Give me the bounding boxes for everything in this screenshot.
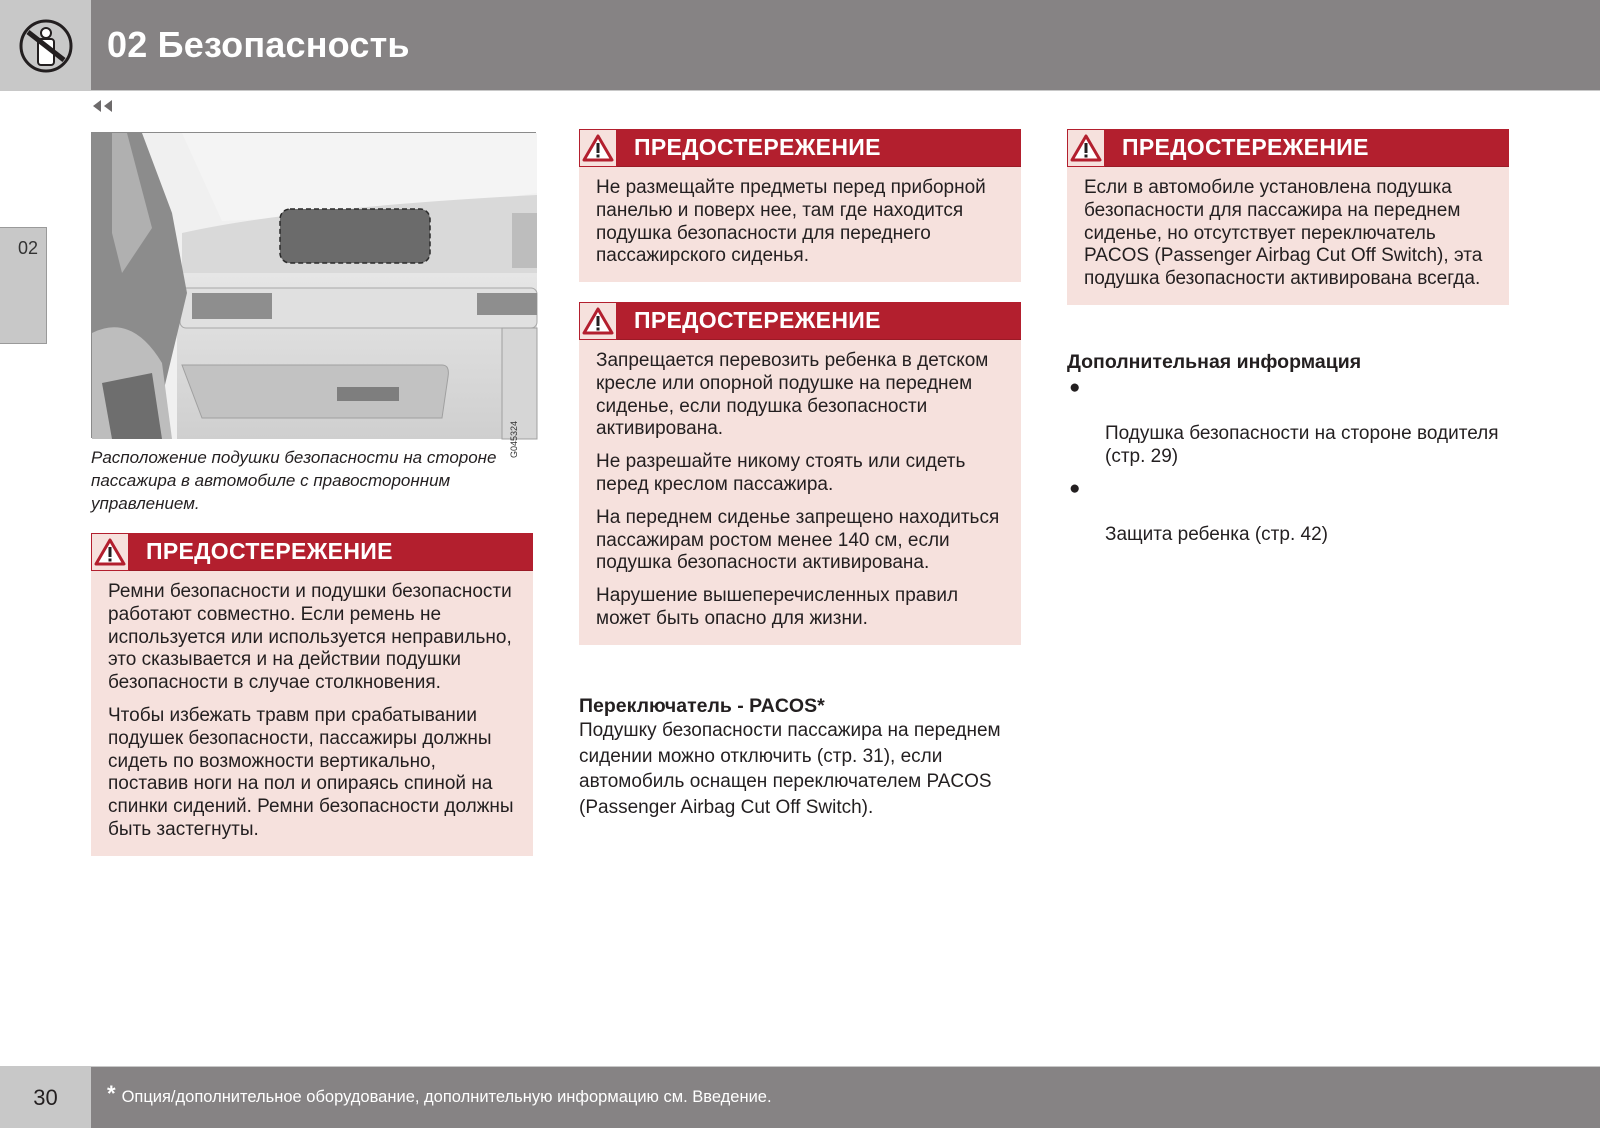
footnote-text: Опция/дополнительное оборудование, дополнительную информацию см. Введение. xyxy=(121,1088,772,1106)
footnote-star: * xyxy=(107,1080,116,1106)
previous-page-button[interactable] xyxy=(92,99,116,115)
airbag-location-illustration xyxy=(91,132,536,459)
header-icon-cell xyxy=(0,0,91,91)
warning-title: ПРЕДОСТЕРЕЖЕНИЕ xyxy=(634,134,881,160)
warning-triangle-icon xyxy=(579,302,617,340)
related-links-list xyxy=(1067,376,1537,546)
page-header xyxy=(0,0,1600,91)
related-link-label: Защита ребенка (стр. 42) xyxy=(1105,524,1328,545)
warning-header xyxy=(579,302,1021,340)
warning-paragraph: Запрещается перевозить ребенка в детском кресле или опорной подушке на переднем сиденье, если подушка безопасности активирована. xyxy=(596,350,989,440)
chapter-side-tab[interactable] xyxy=(0,227,47,344)
warning-triangle-icon xyxy=(579,129,617,167)
related-link-driver-airbag[interactable] xyxy=(1067,376,1537,468)
warning-title: ПРЕДОСТЕРЕЖЕНИЕ xyxy=(1122,134,1369,160)
warning-paragraph: Не размещайте предметы перед приборной панелью и поверх нее, там где находится подушка безопасности для переднего пассажирского сиденья. xyxy=(596,177,986,267)
warning-triangle-icon xyxy=(1067,129,1105,167)
additional-info-section xyxy=(1067,350,1537,555)
warning-paragraph: Если в автомобиле установлена подушка безопасности для пассажира на переднем сиденье, но отсутствует переключатель PACOS (Passenger Airbag Cut Off Switch), эта подушка безопасности активирована всегда. xyxy=(1084,177,1483,290)
warning-paragraph: Нарушение вышеперечисленных правил может быть опасно для жизни. xyxy=(596,585,959,629)
page-number: 30 xyxy=(0,1067,91,1128)
warning-paragraph: Ремни безопасности и подушки безопасности работают совместно. Если ремень не используется или используется неправильно, это сказывается и на действии подушки безопасности в случае столкновения. xyxy=(108,581,512,694)
chapter-tab-label: 02 xyxy=(17,238,38,258)
section-heading: Переключатель - PACOS* xyxy=(579,695,825,717)
header-title-cell xyxy=(91,0,1600,90)
warning-body xyxy=(91,571,533,856)
warning-box xyxy=(91,533,533,856)
figure-code: G045324 xyxy=(509,421,519,459)
warning-title: ПРЕДОСТЕРЕЖЕНИЕ xyxy=(146,538,393,564)
pacos-section xyxy=(579,694,1029,820)
warning-box xyxy=(579,302,1021,645)
warning-body xyxy=(579,340,1021,645)
bullet-icon: ● xyxy=(1069,377,1081,398)
double-chevron-left-icon xyxy=(92,99,114,113)
section-heading: Дополнительная информация xyxy=(1067,351,1362,373)
warning-triangle-icon xyxy=(91,533,129,571)
warning-body xyxy=(579,167,1021,282)
dashboard-illustration xyxy=(92,133,537,439)
warning-box xyxy=(579,129,1021,282)
bullet-icon: ● xyxy=(1069,478,1081,499)
warning-body xyxy=(1067,167,1509,305)
warning-paragraph: На переднем сиденье запрещено находиться пассажирам ростом менее 140 см, если подушка безопасности активирована. xyxy=(596,506,1000,574)
page-footer xyxy=(0,1066,1600,1128)
warning-header xyxy=(1067,129,1509,167)
related-link-child-safety[interactable] xyxy=(1067,477,1537,546)
related-link-label: Подушка безопасности на стороне водителя (стр. 29) xyxy=(1105,423,1499,467)
figure-caption: Расположение подушки безопасности на стороне пассажира в автомобиле с правосторонним управлением. xyxy=(91,448,497,513)
warning-header xyxy=(91,533,533,571)
section-body: Подушку безопасности пассажира на переднем сидении можно отключить (стр. 31), если автомобиль оснащен переключателем PACOS (Passenger Airbag Cut Off Switch). xyxy=(579,720,1001,818)
seatbelt-prohibited-icon xyxy=(18,18,74,74)
warning-header xyxy=(579,129,1021,167)
page-title: 02 Безопасность xyxy=(107,24,410,65)
warning-paragraph: Не разрешайте никому стоять или сидеть перед креслом пассажира. xyxy=(596,451,966,495)
warning-box xyxy=(1067,129,1509,305)
footer-note-cell xyxy=(91,1067,1600,1128)
warning-paragraph: Чтобы избежать травм при срабатывании подушек безопасности, пассажиры должны сидеть по возможности вертикально, поставив ноги на пол и опираясь спиной на спинки сидений. Ремни безопасности должны быть застегнуты. xyxy=(108,704,514,840)
warning-title: ПРЕДОСТЕРЕЖЕНИЕ xyxy=(634,307,881,333)
